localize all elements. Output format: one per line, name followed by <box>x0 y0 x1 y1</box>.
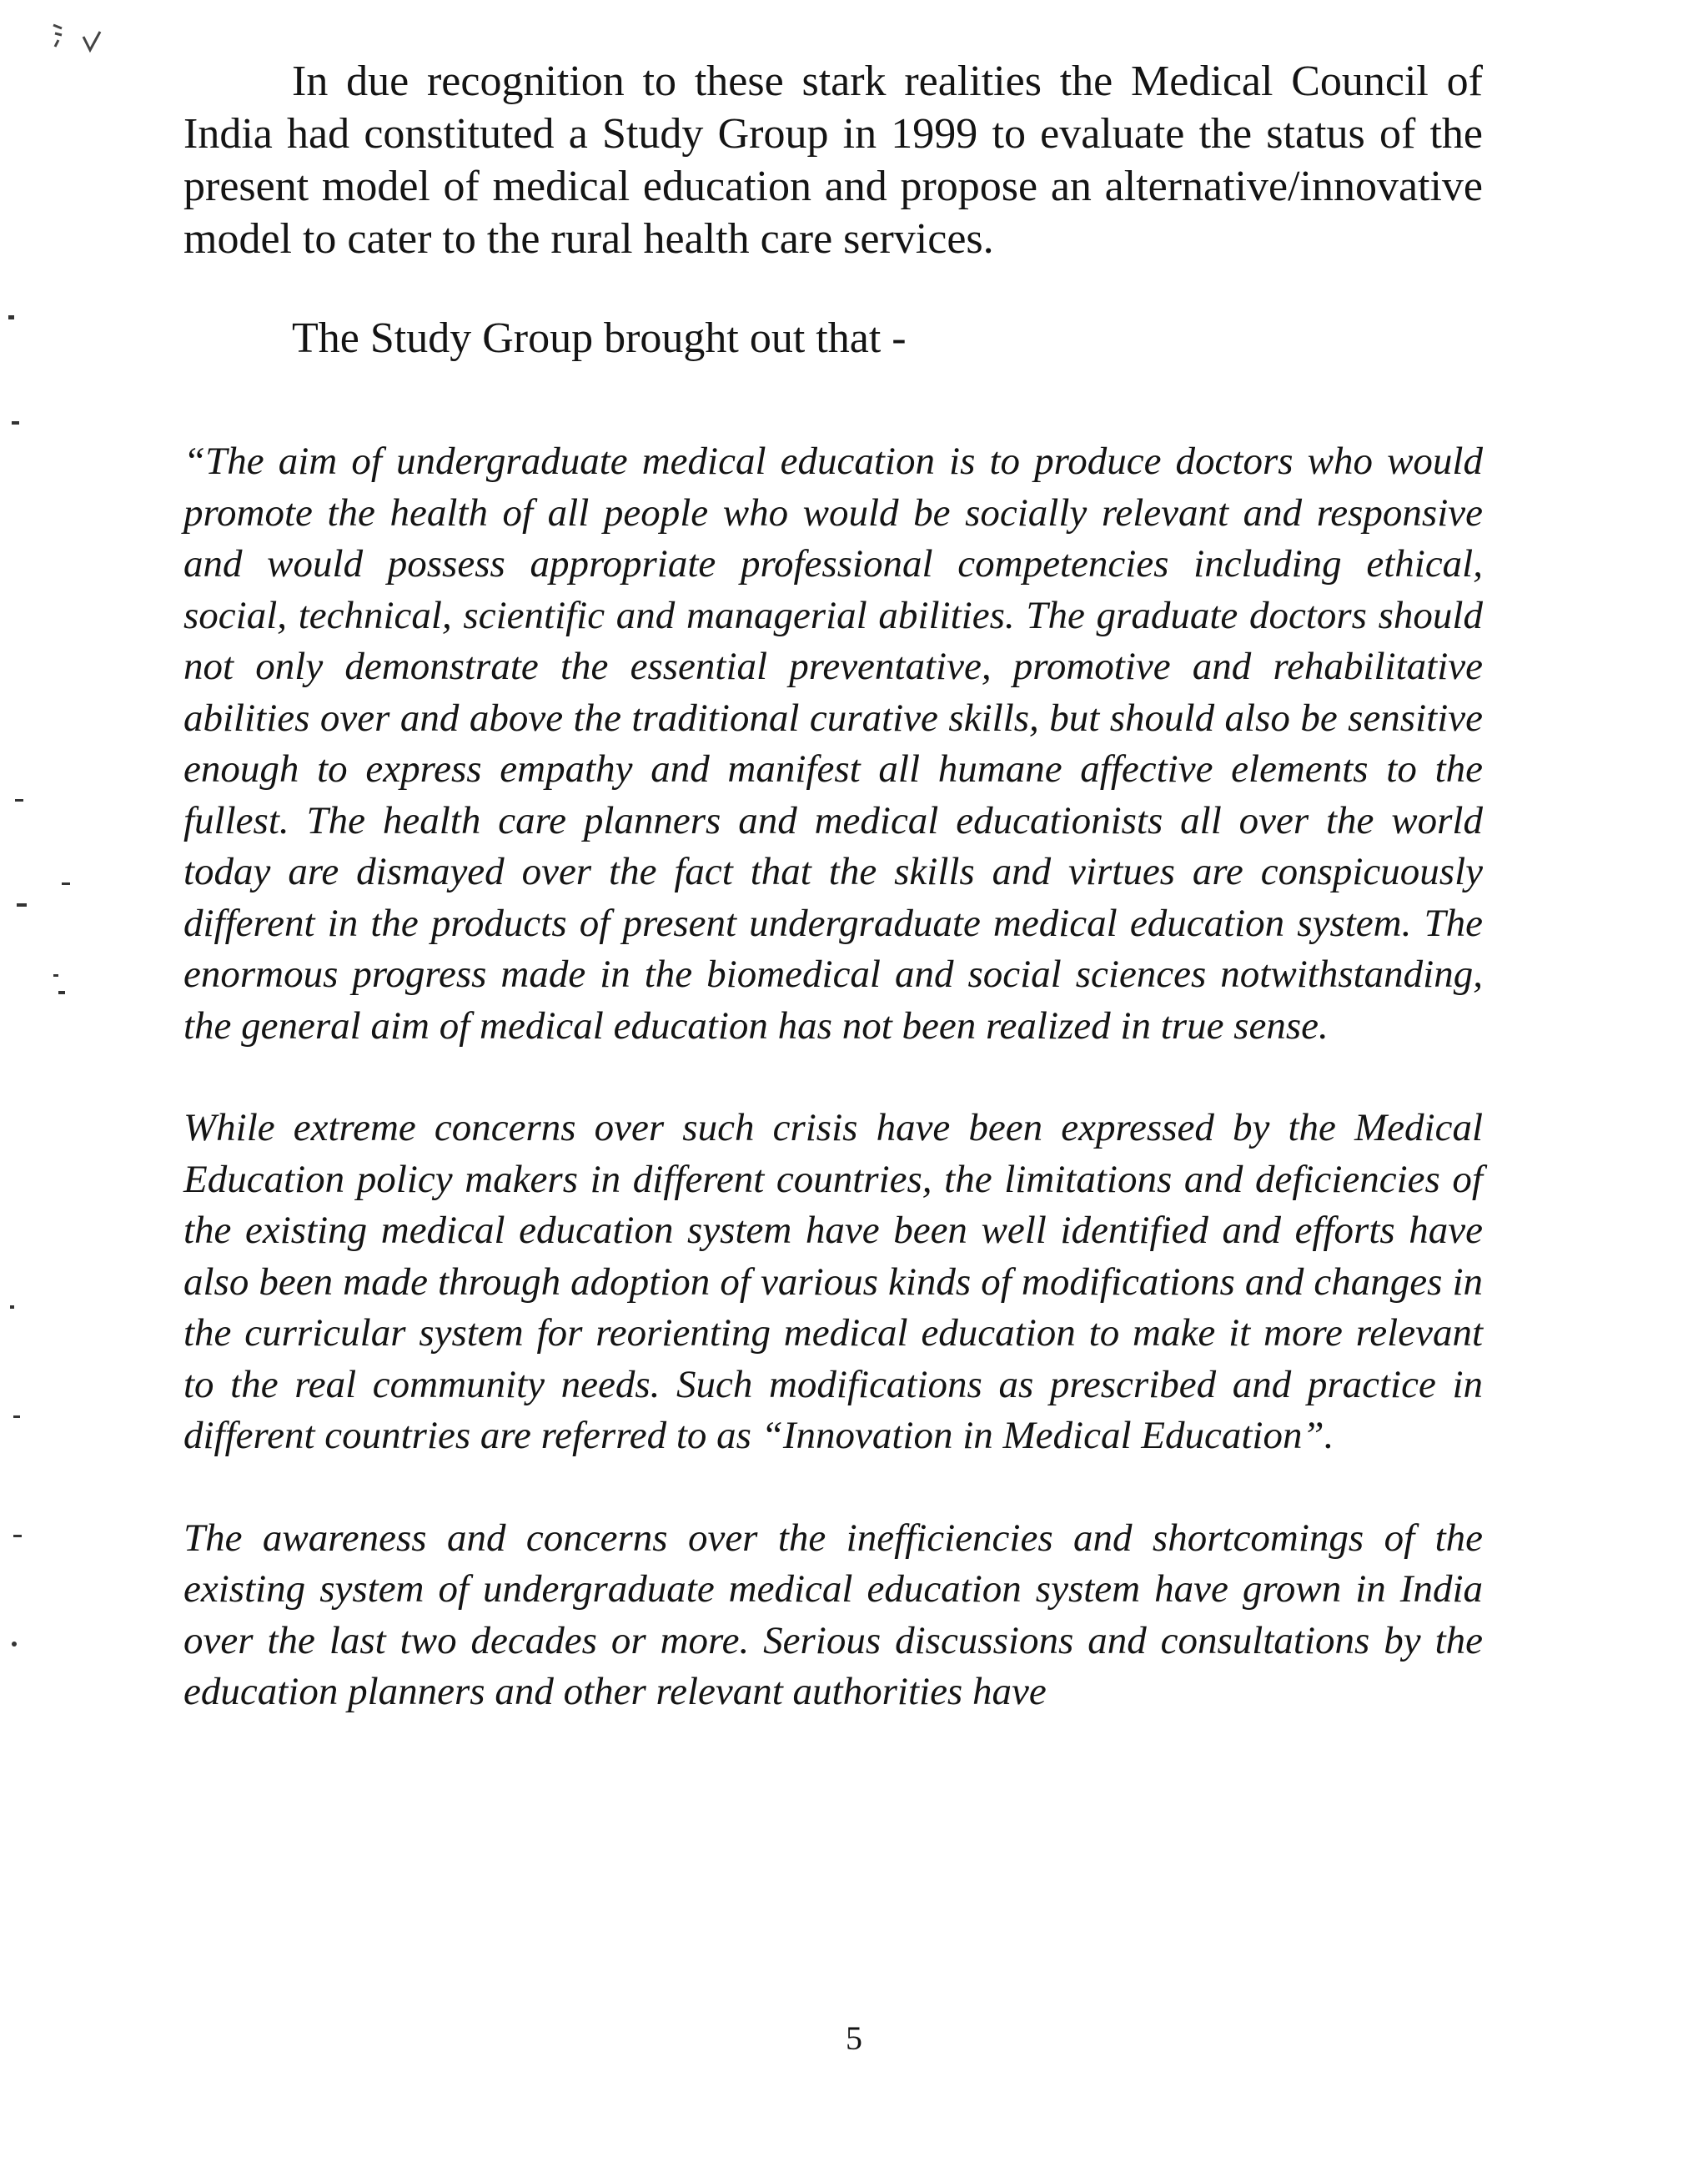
intro-paragraph: In due recognition to these stark realities the Medical Council of India had constituted a Study Group in 1999 to evaluate the status of the present model of medical education and propose an alternative/innovative model to cater to the rural health care services. <box>183 58 1483 263</box>
margin-speck <box>13 1415 20 1418</box>
margin-speck <box>62 882 70 885</box>
margin-speck <box>17 903 27 907</box>
corner-ink-mark <box>50 20 117 62</box>
study-group-line: The Study Group brought out that - <box>292 314 907 362</box>
quoted-paragraph: “The aim of undergraduate medical education is to produce doctors who would promote the health of all people who would be socially relevant and responsive and would possess appropriate professional competencies including ethical, social, technical, scientific and managerial abilities. The graduate doctors should not only demonstrate the essential preventative, promotive and rehabilitative abilities over and above the traditional curative skills, but should also be sensitive enough to express empathy and manifest all humane affective elements to the fullest. The health care planners and medical educationists all over the world today are dismayed over the fact that the skills and virtues are conspicuously different in the products of present undergraduate medical education system. The enormous progress made in the biomedical and social sciences notwithstanding, the general aim of medical education has not been realized in true sense. <box>183 440 1483 1048</box>
margin-speck <box>53 974 58 977</box>
quoted-paragraph: While extreme concerns over such crisis have been expressed by the Medical Education policy makers in different countries, the limitations and deficiencies of the existing medical education system have been well identified and efforts have also been made through adoption of various kinds of modifications and changes in the curricular system for reorienting medical education to make it more relevant to the real community needs. Such modifications as prescribed and practice in different countries are referred to as “Innovation in Medical Education”. <box>183 1106 1483 1457</box>
quoted-paragraph: The awareness and concerns over the inefficiencies and shortcomings of the existing system of undergraduate medical education system have grown in India over the last two decades or more. Serious discussions and consultations by the education planners and other relevant authorities have <box>183 1516 1483 1713</box>
margin-speck <box>10 1305 14 1309</box>
margin-speck <box>8 315 14 319</box>
margin-speck <box>58 991 65 994</box>
margin-speck <box>12 1642 17 1647</box>
margin-speck <box>12 421 19 425</box>
page-number: 5 <box>846 2019 862 2057</box>
document-body <box>183 55 1483 1718</box>
margin-speck <box>15 799 23 802</box>
margin-speck <box>13 1535 22 1537</box>
